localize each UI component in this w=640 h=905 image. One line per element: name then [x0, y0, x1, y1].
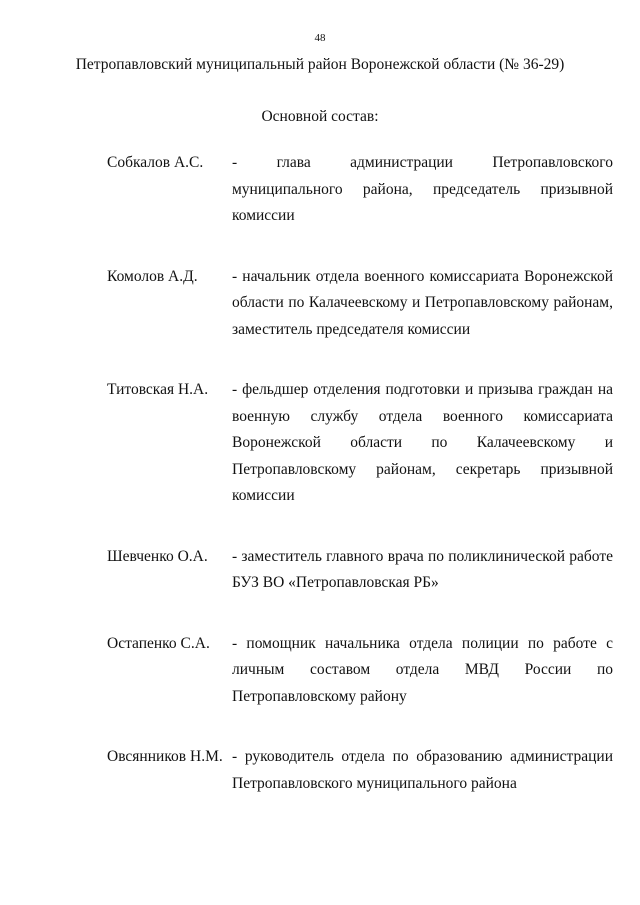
member-entry [107, 377, 613, 510]
member-list [107, 150, 613, 797]
document-heading: Петропавловский муниципальный район Воронежской области (№ 36-29) [75, 56, 565, 73]
member-name: Собкалов А.С. [107, 154, 204, 171]
member-name: Остапенко С.А. [107, 634, 210, 652]
member-role: - помощник начальника отдела полиции по работе с личным составом отдела МВД России по Петропавловскому району [232, 634, 613, 705]
member-role: - руководитель отдела по образованию администрации Петропавловского муниципального района [232, 748, 613, 792]
member-entry [107, 631, 613, 711]
member-name: Овсянников Н.М. [107, 748, 223, 765]
member-role: - глава администрации Петропавловского муниципального района, председатель призывной комиссии [232, 154, 613, 224]
entry-spacer [107, 343, 613, 377]
member-role: - заместитель главного врача по поликлинической работе БУЗ ВО «Петропавловская РБ» [232, 547, 613, 591]
entry-spacer [107, 597, 613, 631]
member-name: Титовская Н.А. [107, 381, 209, 398]
member-entry [107, 264, 613, 344]
entry-spacer [107, 710, 613, 744]
member-name: Шевченко О.А. [107, 547, 208, 565]
member-entry [107, 744, 613, 797]
entry-spacer [107, 510, 613, 544]
member-entry [107, 150, 613, 230]
member-name: Комолов А.Д. [107, 267, 198, 285]
member-role: - начальник отдела военного комиссариата Воронежской области по Калачеевскому и Петропавловскому районам, заместитель председателя комиссии [232, 267, 613, 338]
member-entry [107, 544, 613, 597]
member-role: - фельдшер отделения подготовки и призыва граждан на военную службу отдела военного комиссариата Воронежской области по Калачеевскому и Петропавловскому районам, секретарь призывной комиссии [232, 381, 613, 504]
page-number: 48 [314, 32, 326, 44]
entry-spacer [107, 230, 613, 264]
section-subheading: Основной состав: [261, 108, 379, 125]
